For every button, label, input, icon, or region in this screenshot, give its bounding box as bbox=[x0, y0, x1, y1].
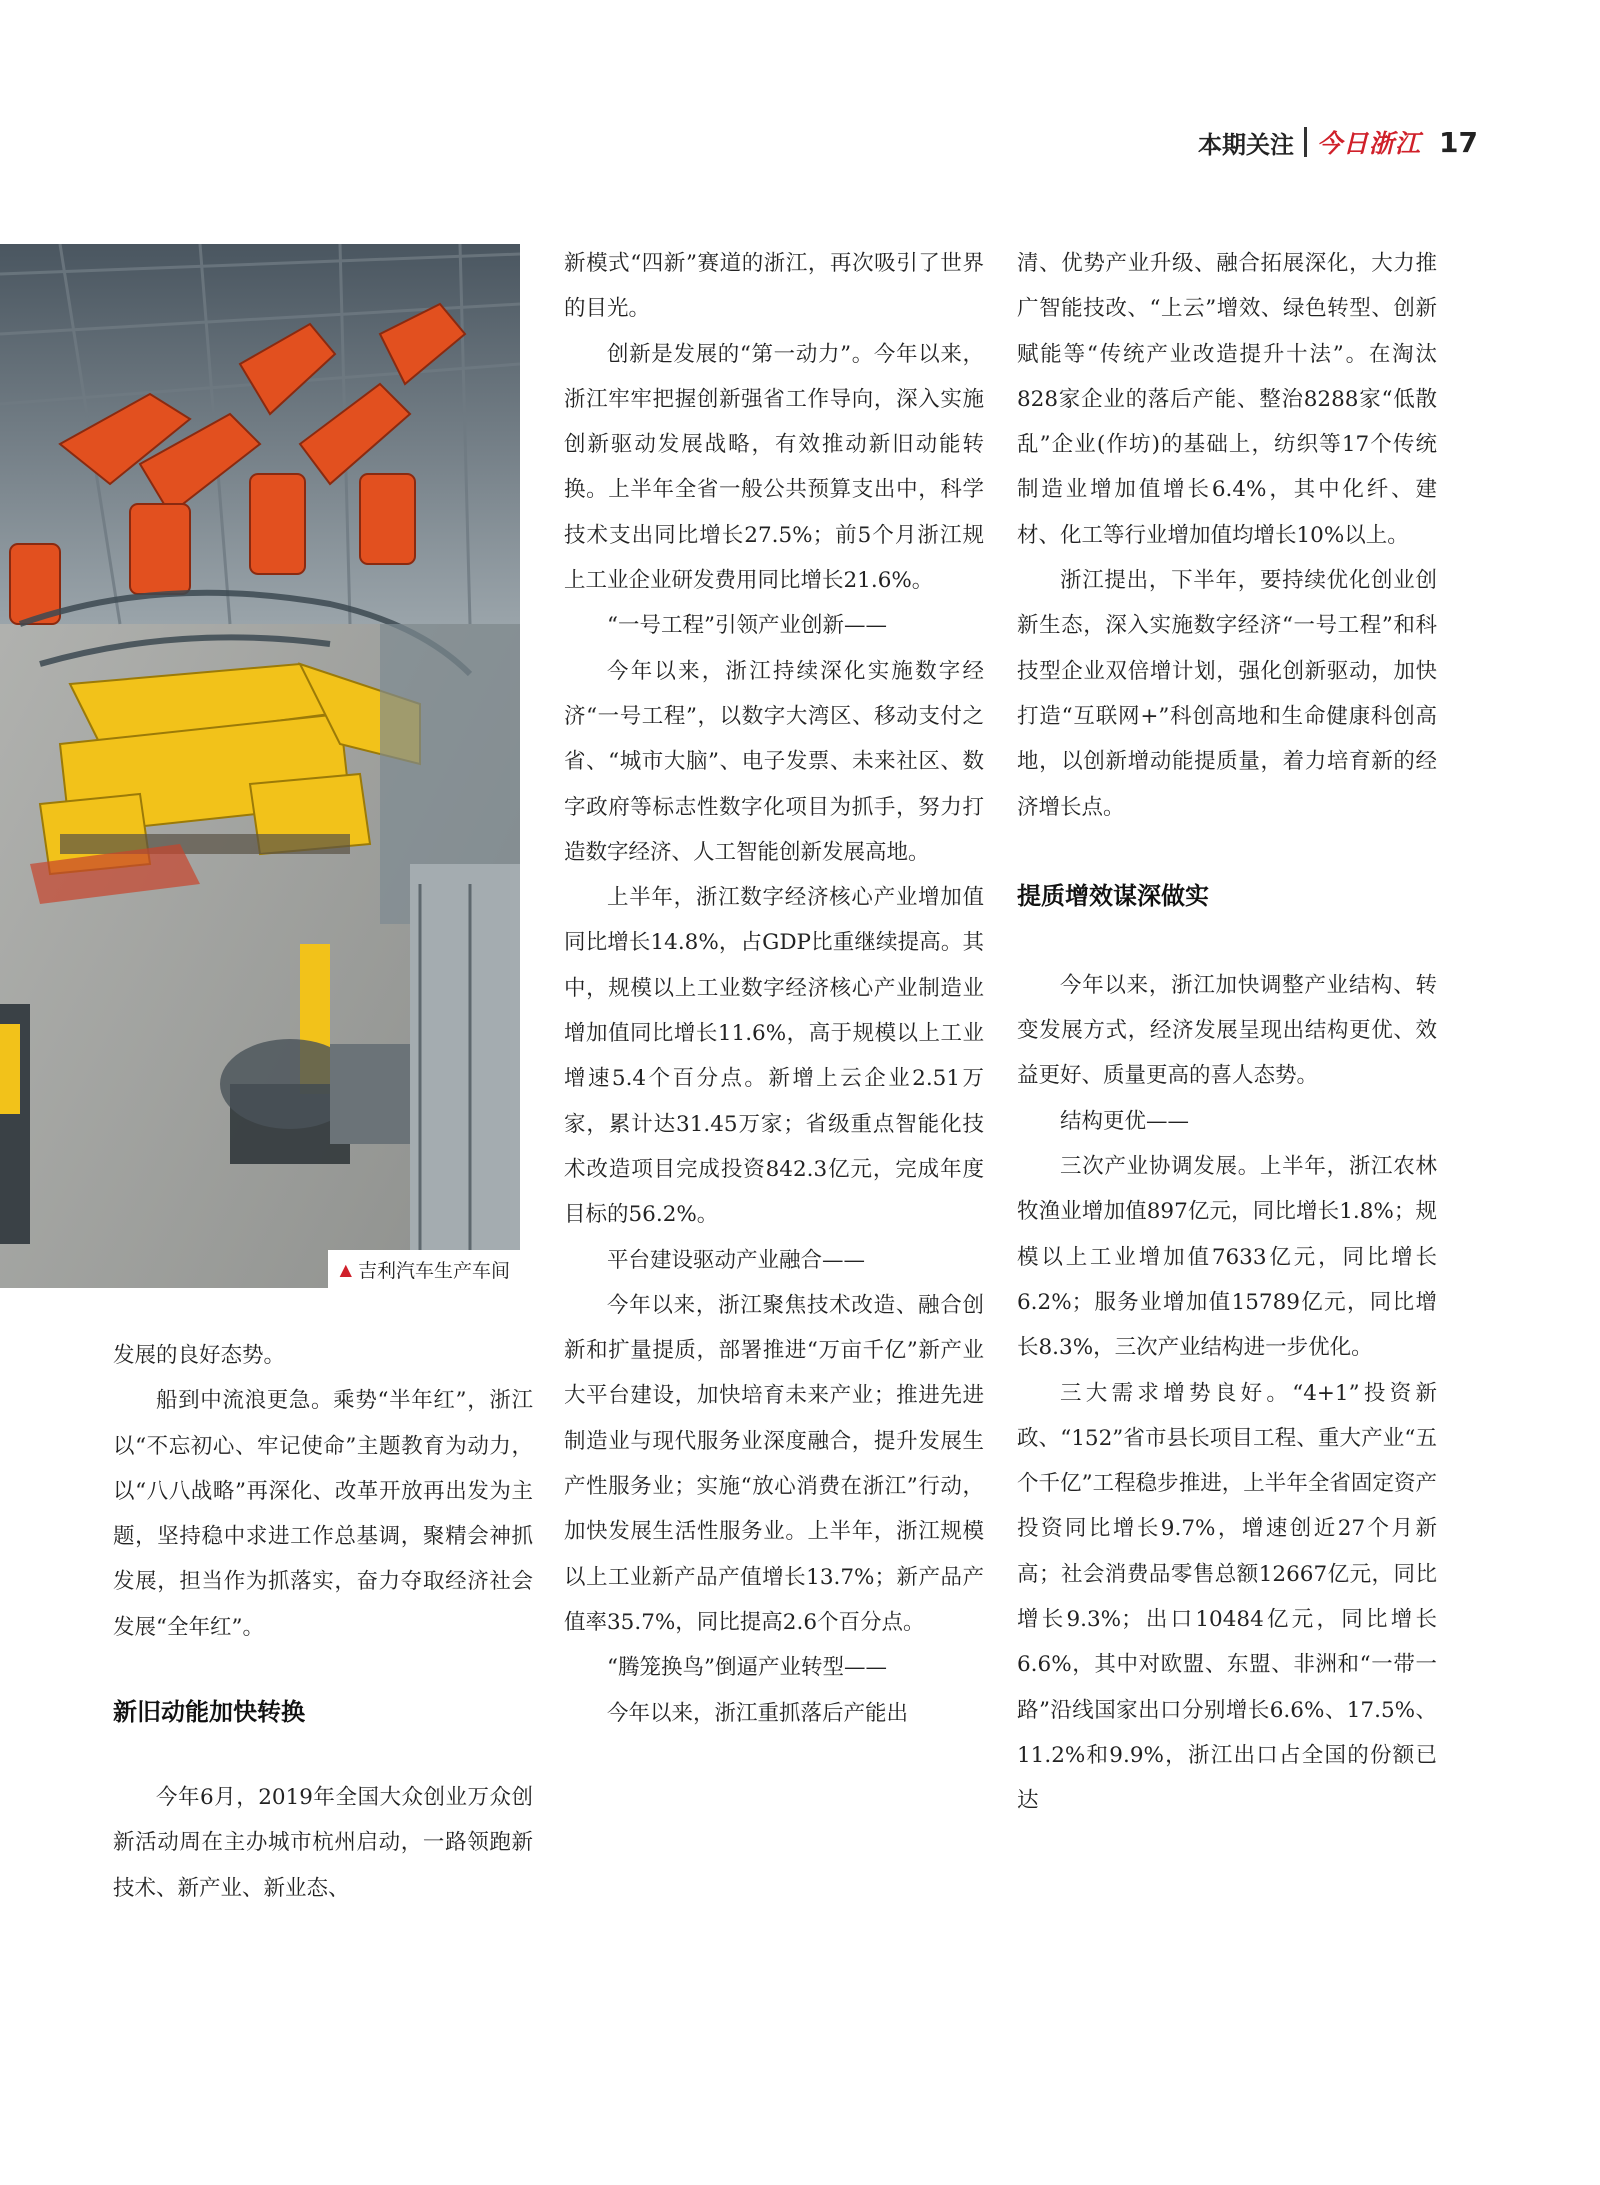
text-column-2 bbox=[564, 241, 984, 1736]
paragraph: 今年6月，2019年全国大众创业万众创新活动周在主办城市杭州启动，一路领跑新技术、新产业、新业态、 bbox=[113, 1785, 533, 1901]
paragraph: 船到中流浪更急。乘势“半年红”，浙江以“不忘初心、牢记使命”主题教育为动力，以“八八战略”再深化、改革开放再出发为主题，坚持稳中求进工作总基调，聚精会神抓发展，担当作为抓落实，奋力夺取经济社会发展“全年红”。 bbox=[113, 1388, 533, 1640]
paragraph: 新模式“四新”赛道的浙江，再次吸引了世界的目光。 bbox=[564, 251, 984, 322]
caption-text: 吉利汽车生产车间 bbox=[357, 1259, 510, 1282]
paragraph: 今年以来，浙江聚焦技术改造、融合创新和扩量提质，部署推进“万亩千亿”新产业大平台建设，加快培育未来产业；推进先进制造业与现代服务业深度融合，提升发展生产性服务业；实施“放心消费在浙江”行动，加快发展生活性服务业。上半年，浙江规模以上工业新产品产值增长13.7%；新产品产值率35.7%，同比提高2.6个百分点。 bbox=[564, 1292, 984, 1635]
photo-caption bbox=[328, 1250, 520, 1288]
paragraph: 浙江提出，下半年，要持续优化创业创新生态，深入实施数字经济“一号工程”和科技型企业双倍增计划，强化创新驱动，加快打造“互联网+”科创高地和生命健康科创高地，以创新增动能提质量，着力培育新的经济增长点。 bbox=[1017, 568, 1437, 820]
text-column-1 bbox=[113, 1333, 533, 1911]
paragraph: 创新是发展的“第一动力”。今年以来，浙江牢牢把握创新强省工作导向，深入实施创新驱动发展战略，有效推动新旧动能转换。上半年全省一般公共预算支出中，科学技术支出同比增长27.5%；前5个月浙江规上工业企业研发费用同比增长21.6%。 bbox=[564, 341, 984, 594]
paragraph: 今年以来，浙江持续深化实施数字经济“一号工程”，以数字大湾区、移动支付之省、“城市大脑”、电子发票、未来社区、数字政府等标志性数字化项目为抓手，努力打造数字经济、人工智能创新发展高地。 bbox=[564, 658, 984, 865]
text-column-3 bbox=[1017, 241, 1437, 1824]
paragraph: 今年以来，浙江重抓落后产能出 bbox=[607, 1700, 909, 1726]
page-header bbox=[1198, 122, 1478, 162]
section-heading: 新旧动能加快转换 bbox=[113, 1698, 305, 1727]
section-label: 本期关注 bbox=[1198, 130, 1295, 159]
header-divider bbox=[1304, 127, 1307, 157]
caption-triangle-icon: ▲ bbox=[339, 1259, 352, 1279]
paragraph: 三次产业协调发展。上半年，浙江农林牧渔业增加值897亿元，同比增长1.8%；规模以上工业增加值7633亿元，同比增长6.2%；服务业增加值15789亿元，同比增长8.3%，三次产业结构进一步优化。 bbox=[1017, 1154, 1437, 1361]
subheading: “腾笼换鸟”倒逼产业转型—— bbox=[607, 1655, 887, 1681]
factory-illustration bbox=[0, 244, 520, 1288]
paragraph: 上半年，浙江数字经济核心产业增加值同比增长14.8%，占GDP比重继续提高。其中，规模以上工业数字经济核心产业制造业增加值同比增长11.6%，高于规模以上工业增速5.4个百分点。新增上云企业2.51万家，累计达31.45万家；省级重点智能化技术改造项目完成投资842.3亿元，完成年度目标的56.2%。 bbox=[564, 885, 984, 1228]
factory-photo bbox=[0, 244, 520, 1288]
page-number: 17 bbox=[1439, 125, 1478, 159]
subheading: 平台建设驱动产业融合—— bbox=[607, 1247, 866, 1273]
subheading: “一号工程”引领产业创新—— bbox=[607, 613, 887, 639]
paragraph: 今年以来，浙江加快调整产业结构、转变发展方式，经济发展呈现出结构更优、效益更好、质量更高的喜人态势。 bbox=[1017, 972, 1437, 1089]
brand-logo: 今日浙江 bbox=[1317, 129, 1422, 158]
paragraph: 清、优势产业升级、融合拓展深化，大力推广智能技改、“上云”增效、绿色转型、创新赋能等“传统产业改造提升十法”。在淘汰828家企业的落后产能、整治8288家“低散乱”企业(作坊)的基础上，纺织等17个传统制造业增加值增长6.4%，其中化纤、建材、化工等行业增加值均增长10%以上。 bbox=[1017, 251, 1437, 548]
subheading: 结构更优—— bbox=[1060, 1108, 1190, 1134]
paragraph: 发展的良好态势。 bbox=[113, 1343, 286, 1368]
paragraph: 三大需求增势良好。“4+1”投资新政、“152”省市县长项目工程、重大产业“五个千亿”工程稳步推进，上半年全省固定资产投资同比增长9.7%，增速创近27个月新高；社会消费品零售总额12667亿元，同比增长9.3%；出口10484亿元，同比增长6.6%，其中对欧盟、东盟、非洲和“一带一路”沿线国家出口分别增长6.6%、17.5%、11.2%和9.9%，浙江出口占全国的份额已达 bbox=[1017, 1380, 1437, 1814]
section-heading: 提质增效谋深做实 bbox=[1017, 881, 1209, 910]
